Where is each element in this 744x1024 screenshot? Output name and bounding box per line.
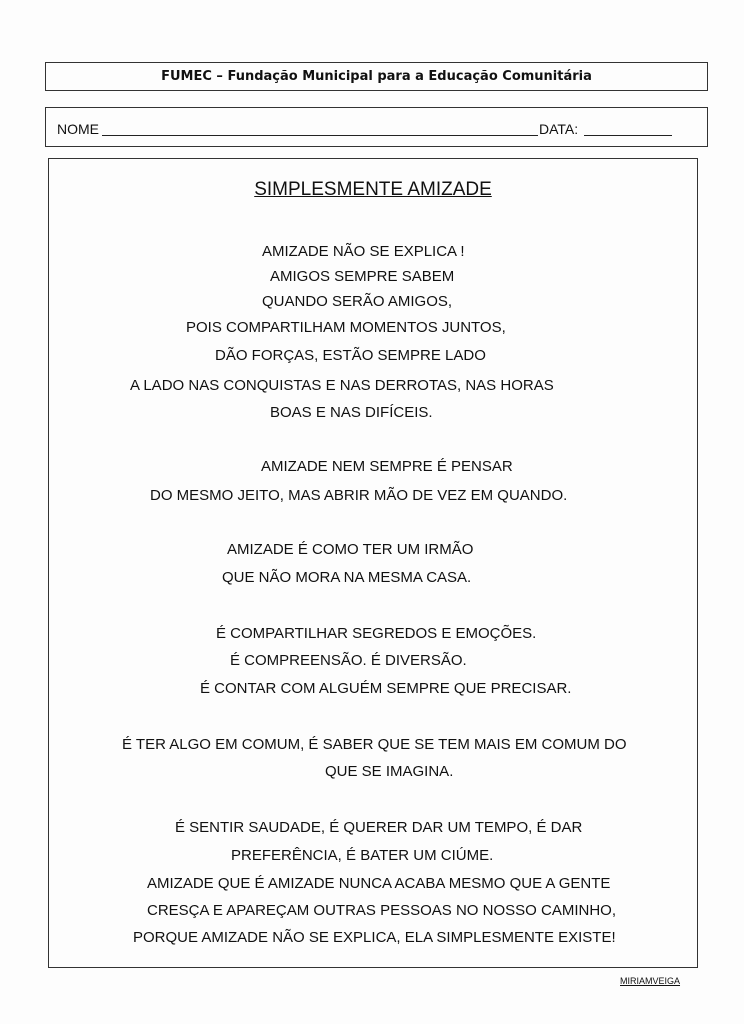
author-credit: MIRIAMVEIGA <box>620 976 681 986</box>
name-date-box <box>45 107 708 147</box>
poem-line: BOAS E NAS DIFÍCEIS. <box>270 404 433 421</box>
poem-line: É COMPARTILHAR SEGREDOS E EMOÇÕES. <box>216 625 537 642</box>
name-label: NOME <box>57 121 99 137</box>
poem-line: POIS COMPARTILHAM MOMENTOS JUNTOS, <box>186 319 506 336</box>
poem-line: DÃO FORÇAS, ESTÃO SEMPRE LADO <box>215 347 486 364</box>
date-field[interactable] <box>584 135 672 136</box>
poem-line: CRESÇA E APAREÇAM OUTRAS PESSOAS NO NOSSO CAMINHO, <box>147 902 616 919</box>
poem-title: SIMPLESMENTE AMIZADE <box>254 179 492 200</box>
header-title: FUMEC – Fundação Municipal para a Educação Comunitária <box>161 69 592 84</box>
header-box <box>45 62 708 91</box>
poem-line: AMIZADE NÃO SE EXPLICA ! <box>262 243 465 260</box>
poem-line: QUANDO SERÃO AMIGOS, <box>262 293 453 310</box>
name-field[interactable] <box>102 135 538 136</box>
date-label: DATA: <box>539 121 579 137</box>
poem-line: É CONTAR COM ALGUÉM SEMPRE QUE PRECISAR. <box>200 680 572 697</box>
poem-line: AMIGOS SEMPRE SABEM <box>270 268 455 285</box>
poem-line: É COMPREENSÃO. É DIVERSÃO. <box>230 652 467 669</box>
poem-line: A LADO NAS CONQUISTAS E NAS DERROTAS, NAS HORAS <box>130 377 554 394</box>
poem-line: É SENTIR SAUDADE, É QUERER DAR UM TEMPO, É DAR <box>175 819 583 836</box>
poem-line: AMIZADE QUE É AMIZADE NUNCA ACABA MESMO QUE A GENTE <box>147 875 611 892</box>
poem-line: É TER ALGO EM COMUM, É SABER QUE SE TEM MAIS EM COMUM DO <box>122 736 627 753</box>
poem-box <box>48 158 698 968</box>
poem-line: AMIZADE É COMO TER UM IRMÃO <box>227 541 474 558</box>
poem-line: QUE SE IMAGINA. <box>325 763 454 780</box>
poem-line: QUE NÃO MORA NA MESMA CASA. <box>222 569 472 586</box>
poem-line: DO MESMO JEITO, MAS ABRIR MÃO DE VEZ EM QUANDO. <box>150 487 568 504</box>
poem-line: PREFERÊNCIA, É BATER UM CIÚME. <box>231 847 494 864</box>
poem-line: AMIZADE NEM SEMPRE É PENSAR <box>261 458 513 475</box>
poem-line: PORQUE AMIZADE NÃO SE EXPLICA, ELA SIMPLESMENTE EXISTE! <box>133 929 616 946</box>
